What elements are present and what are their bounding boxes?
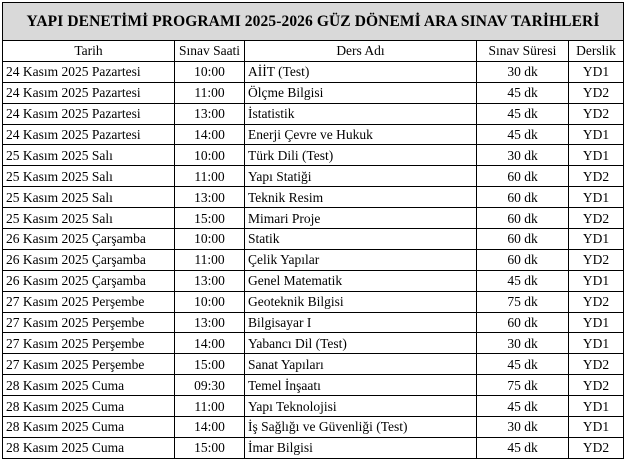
cell-time: 13:00: [175, 312, 245, 333]
cell-duration: 30 dk: [477, 417, 569, 438]
table-row: [3, 270, 624, 291]
cell-duration: 75 dk: [477, 375, 569, 396]
cell-time: 10:00: [175, 61, 245, 82]
cell-course: Temel İnşaatı: [245, 375, 477, 396]
cell-course: Teknik Resim: [245, 187, 477, 208]
cell-duration: 75 dk: [477, 291, 569, 312]
cell-room: YD1: [569, 145, 624, 166]
cell-date: 25 Kasım 2025 Salı: [3, 187, 175, 208]
cell-course: Genel Matematik: [245, 270, 477, 291]
table-row: [3, 396, 624, 417]
cell-course: Bilgisayar I: [245, 312, 477, 333]
cell-date: 27 Kasım 2025 Perşembe: [3, 312, 175, 333]
cell-duration: 45 dk: [477, 396, 569, 417]
header-course: Ders Adı: [245, 41, 477, 62]
cell-date: 24 Kasım 2025 Pazartesi: [3, 103, 175, 124]
schedule-title: YAPI DENETİMİ PROGRAMI 2025-2026 GÜZ DÖNEMİ ARA SINAV TARİHLERİ: [3, 3, 624, 41]
table-row: [3, 312, 624, 333]
cell-room: YD1: [569, 312, 624, 333]
cell-room: YD1: [569, 417, 624, 438]
cell-duration: 45 dk: [477, 103, 569, 124]
cell-room: YD1: [569, 396, 624, 417]
cell-date: 26 Kasım 2025 Çarşamba: [3, 229, 175, 250]
cell-course: AİİT (Test): [245, 61, 477, 82]
cell-time: 15:00: [175, 354, 245, 375]
schedule-body: [3, 61, 624, 458]
header-date: Tarih: [3, 41, 175, 62]
cell-room: YD1: [569, 333, 624, 354]
cell-duration: 45 dk: [477, 270, 569, 291]
header-row: [3, 41, 624, 62]
cell-duration: 60 dk: [477, 187, 569, 208]
cell-room: YD1: [569, 229, 624, 250]
cell-date: 25 Kasım 2025 Salı: [3, 166, 175, 187]
cell-room: YD1: [569, 124, 624, 145]
cell-time: 14:00: [175, 333, 245, 354]
table-row: [3, 333, 624, 354]
cell-course: Yabancı Dil (Test): [245, 333, 477, 354]
cell-duration: 45 dk: [477, 354, 569, 375]
cell-date: 28 Kasım 2025 Cuma: [3, 375, 175, 396]
cell-course: İmar Bilgisi: [245, 437, 477, 458]
cell-date: 28 Kasım 2025 Cuma: [3, 396, 175, 417]
cell-room: YD1: [569, 61, 624, 82]
cell-duration: 45 dk: [477, 82, 569, 103]
table-row: [3, 82, 624, 103]
cell-room: YD2: [569, 208, 624, 229]
cell-course: Statik: [245, 229, 477, 250]
cell-time: 10:00: [175, 229, 245, 250]
cell-room: YD2: [569, 103, 624, 124]
cell-time: 13:00: [175, 270, 245, 291]
cell-time: 11:00: [175, 166, 245, 187]
cell-duration: 60 dk: [477, 166, 569, 187]
header-time: Sınav Saati: [175, 41, 245, 62]
cell-date: 27 Kasım 2025 Perşembe: [3, 354, 175, 375]
table-row: [3, 166, 624, 187]
cell-course: Ölçme Bilgisi: [245, 82, 477, 103]
table-row: [3, 417, 624, 438]
cell-time: 10:00: [175, 145, 245, 166]
cell-duration: 60 dk: [477, 229, 569, 250]
table-row: [3, 208, 624, 229]
cell-date: 25 Kasım 2025 Salı: [3, 208, 175, 229]
cell-time: 14:00: [175, 124, 245, 145]
cell-duration: 60 dk: [477, 312, 569, 333]
table-row: [3, 61, 624, 82]
cell-date: 24 Kasım 2025 Pazartesi: [3, 61, 175, 82]
header-duration: Sınav Süresi: [477, 41, 569, 62]
cell-course: İstatistik: [245, 103, 477, 124]
header-room: Derslik: [569, 41, 624, 62]
cell-duration: 45 dk: [477, 437, 569, 458]
cell-room: YD1: [569, 187, 624, 208]
cell-duration: 60 dk: [477, 208, 569, 229]
cell-date: 27 Kasım 2025 Perşembe: [3, 291, 175, 312]
cell-time: 14:00: [175, 417, 245, 438]
cell-course: Yapı Statiği: [245, 166, 477, 187]
cell-duration: 30 dk: [477, 61, 569, 82]
cell-course: Türk Dili (Test): [245, 145, 477, 166]
cell-course: Çelik Yapılar: [245, 249, 477, 270]
cell-course: Sanat Yapıları: [245, 354, 477, 375]
cell-room: YD2: [569, 166, 624, 187]
table-row: [3, 103, 624, 124]
cell-date: 28 Kasım 2025 Cuma: [3, 437, 175, 458]
cell-date: 26 Kasım 2025 Çarşamba: [3, 249, 175, 270]
cell-date: 24 Kasım 2025 Pazartesi: [3, 82, 175, 103]
exam-schedule-table: [2, 2, 624, 459]
cell-date: 27 Kasım 2025 Perşembe: [3, 333, 175, 354]
table-row: [3, 291, 624, 312]
cell-course: Geoteknik Bilgisi: [245, 291, 477, 312]
cell-time: 11:00: [175, 396, 245, 417]
cell-room: YD2: [569, 354, 624, 375]
table-row: [3, 145, 624, 166]
cell-duration: 60 dk: [477, 249, 569, 270]
cell-room: YD2: [569, 375, 624, 396]
cell-room: YD2: [569, 249, 624, 270]
cell-duration: 30 dk: [477, 333, 569, 354]
cell-date: 24 Kasım 2025 Pazartesi: [3, 124, 175, 145]
cell-duration: 45 dk: [477, 124, 569, 145]
cell-course: İş Sağlığı ve Güvenliği (Test): [245, 417, 477, 438]
cell-date: 25 Kasım 2025 Salı: [3, 145, 175, 166]
cell-date: 28 Kasım 2025 Cuma: [3, 417, 175, 438]
cell-time: 10:00: [175, 291, 245, 312]
cell-time: 11:00: [175, 249, 245, 270]
cell-time: 09:30: [175, 375, 245, 396]
cell-time: 11:00: [175, 82, 245, 103]
cell-time: 13:00: [175, 187, 245, 208]
exam-schedule-sheet: [2, 2, 623, 464]
table-row: [3, 354, 624, 375]
cell-time: 15:00: [175, 437, 245, 458]
cell-room: YD2: [569, 437, 624, 458]
cell-time: 13:00: [175, 103, 245, 124]
table-row: [3, 187, 624, 208]
cell-room: YD2: [569, 82, 624, 103]
cell-course: Enerji Çevre ve Hukuk: [245, 124, 477, 145]
table-row: [3, 249, 624, 270]
table-row: [3, 124, 624, 145]
cell-room: YD1: [569, 270, 624, 291]
cell-course: Mimari Proje: [245, 208, 477, 229]
cell-course: Yapı Teknolojisi: [245, 396, 477, 417]
cell-time: 15:00: [175, 208, 245, 229]
table-row: [3, 375, 624, 396]
cell-date: 26 Kasım 2025 Çarşamba: [3, 270, 175, 291]
cell-room: YD2: [569, 291, 624, 312]
table-row: [3, 229, 624, 250]
table-row: [3, 437, 624, 458]
cell-duration: 30 dk: [477, 145, 569, 166]
